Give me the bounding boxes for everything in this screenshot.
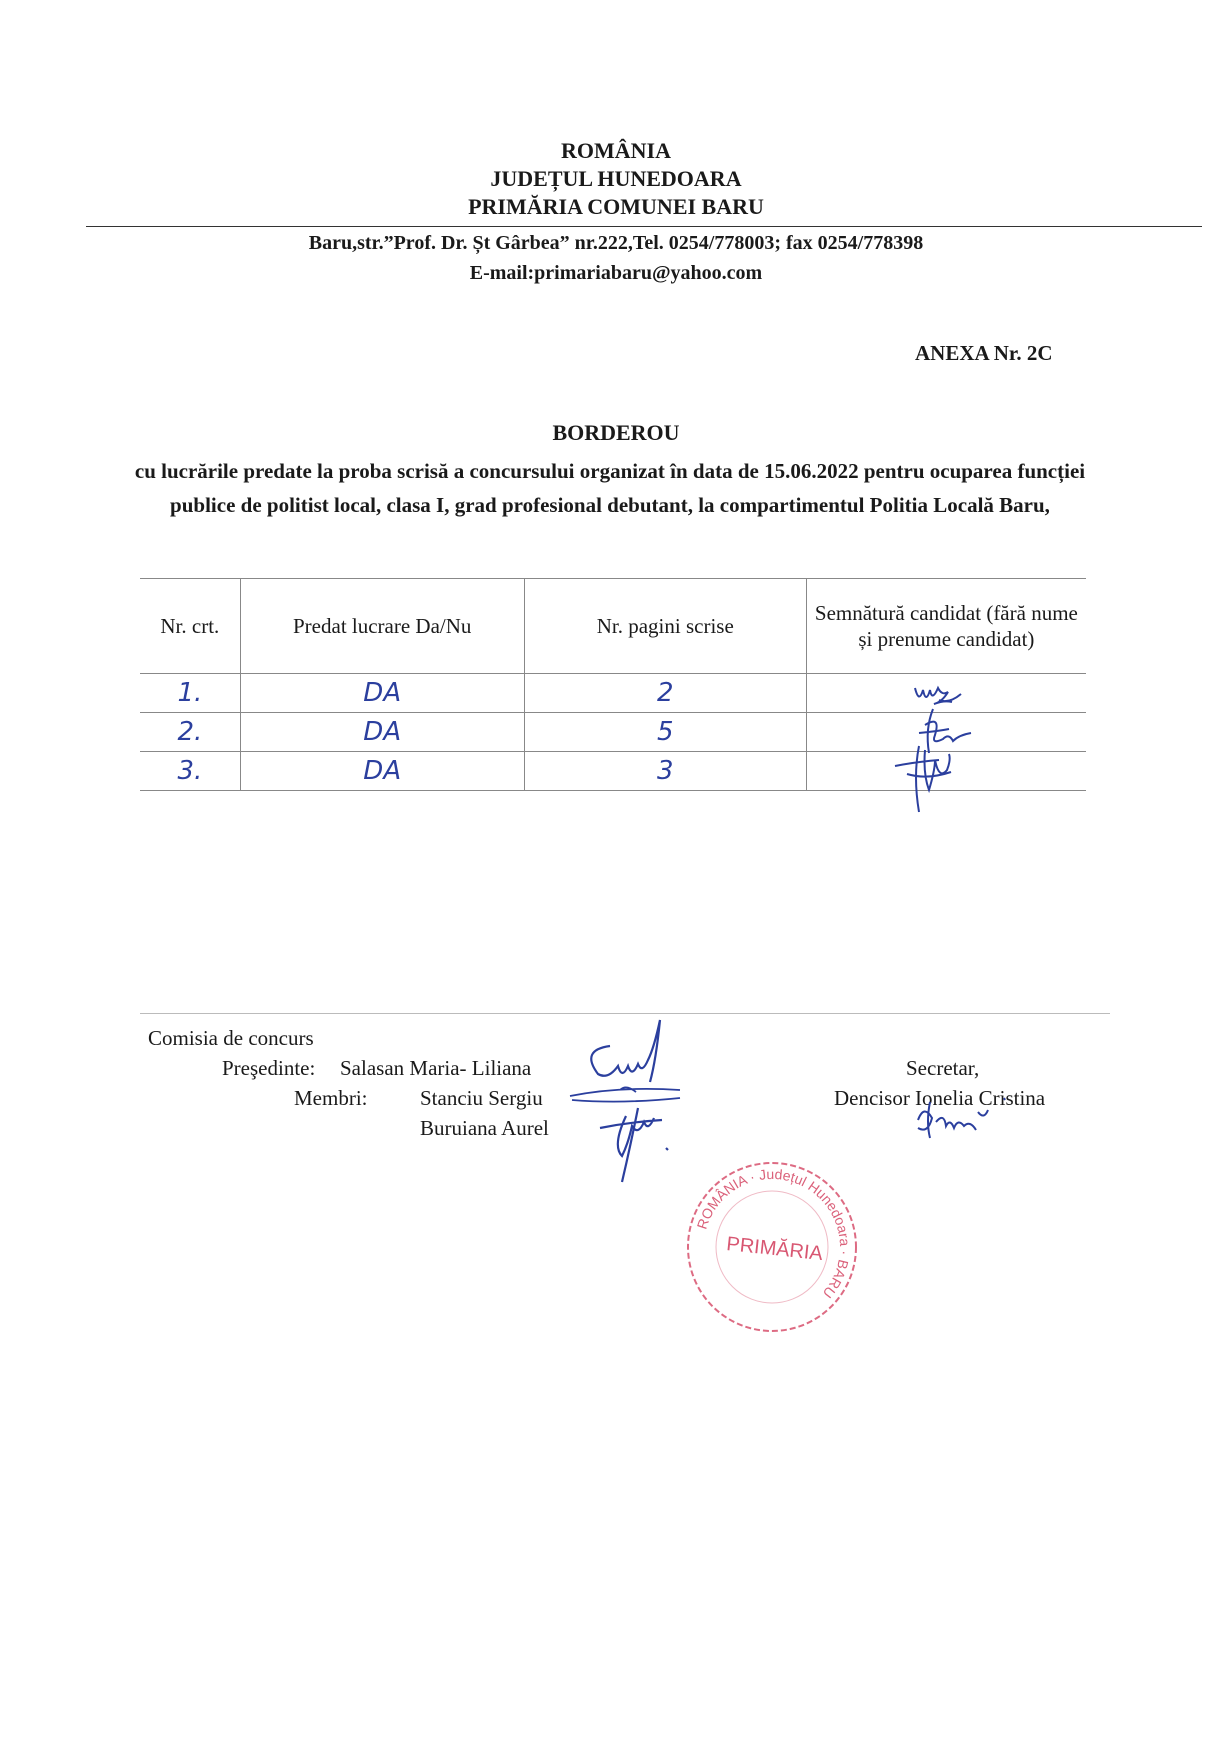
table-row (140, 674, 1086, 713)
member-name-2: Buruiana Aurel (420, 1116, 549, 1140)
row-predat: DA (240, 713, 524, 752)
row-nr: 1. (140, 674, 240, 713)
table-row (140, 752, 1086, 791)
secretary-name: Dencisor Ionelia Cristina (834, 1086, 1046, 1110)
footer-divider (140, 1013, 1110, 1014)
commission-label: Comisia de concurs (148, 1026, 314, 1050)
secretary-label: Secretar, (906, 1056, 980, 1080)
header-pagini: Nr. pagini scrise (524, 579, 806, 674)
header-semnatura: Semnătură candidat (fără nume și prenume candidat) (806, 579, 1086, 674)
row-predat: DA (240, 752, 524, 791)
candidate-signature-3 (807, 752, 1087, 792)
secretary-signature (900, 1096, 1020, 1146)
stamp-center-text: PRIMĂRIA (725, 1233, 824, 1266)
stamp-ring-text: ROMÂNIA · Județul Hunedoara · BARU (693, 1165, 854, 1302)
table-header-row (140, 579, 1086, 674)
table-row (140, 713, 1086, 752)
letterhead (0, 137, 1232, 221)
document-subtitle: cu lucrările predate la proba scrisă a concursului organizat în data de 15.06.2022 pentru ocuparea funcției publice de politist local, clasa I, grad profesional debutant, la compartimentul Politia Locală Baru, (134, 459, 1086, 517)
row-predat: DA (240, 674, 524, 713)
candidate-signature-2 (807, 713, 1087, 753)
country-name: ROMÂNIA (561, 138, 671, 163)
header-predat: Predat lucrare Da/Nu (240, 579, 524, 674)
submissions-table (140, 578, 1086, 791)
members-label: Membri: (294, 1086, 368, 1110)
row-nr: 3. (140, 752, 240, 791)
row-nr: 2. (140, 713, 240, 752)
president-label: Preşedinte: (222, 1056, 316, 1080)
row-pagini: 5 (524, 713, 806, 752)
row-pagini: 3 (524, 752, 806, 791)
row-signature (806, 713, 1086, 752)
document-title: BORDEROU (552, 420, 680, 445)
annex-number: ANEXA Nr. 2C (915, 341, 1053, 365)
row-pagini: 2 (524, 674, 806, 713)
member-name-1: Stanciu Sergiu (420, 1086, 543, 1110)
institution-name: PRIMĂRIA COMUNEI BARU (468, 194, 764, 219)
letterhead-divider (86, 226, 1202, 227)
row-signature (806, 752, 1086, 791)
official-stamp (680, 1155, 864, 1339)
contact-block (0, 228, 1232, 288)
president-name: Salasan Maria- Liliana (340, 1056, 532, 1080)
county-name: JUDEȚUL HUNEDOARA (490, 166, 742, 191)
postal-address: Baru,str.”Prof. Dr. Șt Gârbea” nr.222,Tel. 0254/778003; fax 0254/778398 (308, 232, 924, 254)
header-nr: Nr. crt. (140, 579, 240, 674)
candidate-signature-1 (807, 674, 1087, 714)
row-signature (806, 674, 1086, 713)
email-address: E-mail:primariabaru@yahoo.com (469, 262, 763, 284)
